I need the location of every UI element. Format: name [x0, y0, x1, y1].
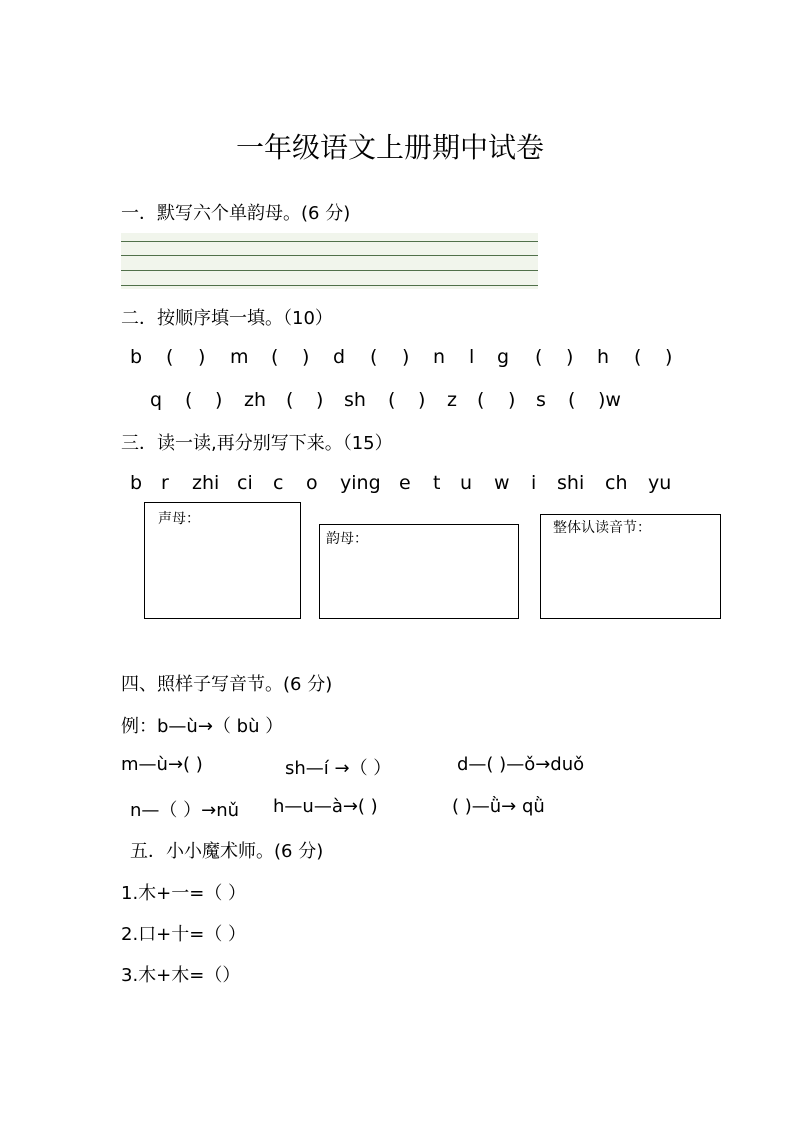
sequence-blank[interactable]: ( [535, 346, 543, 368]
sequence-blank[interactable]: ( [286, 389, 294, 411]
whole-syllables-box[interactable] [540, 514, 721, 619]
sequence-blank[interactable]: ( [271, 346, 279, 368]
sequence-item: b [130, 346, 143, 368]
syllable-exercise[interactable]: n—（ ）→nǔ [130, 800, 240, 821]
sequence-blank[interactable]: ) [566, 346, 574, 368]
sequence-item: g [497, 346, 510, 368]
writing-line [121, 270, 538, 271]
syllable-exercise[interactable]: h—u—à→( ) [273, 796, 378, 817]
sequence-item: d [333, 346, 346, 368]
syllable-exercise[interactable]: sh—í →（ ） [285, 758, 392, 779]
syllable-exercise[interactable]: m—ù→( ) [121, 754, 203, 775]
sequence-item[interactable]: )w [598, 389, 621, 411]
sequence-item: l [469, 346, 475, 368]
sequence-blank[interactable]: ( [634, 346, 642, 368]
letter-item: shi [557, 472, 585, 494]
magic-item[interactable]: 3.木+木=（） [121, 965, 241, 986]
letter-item: ying [340, 472, 381, 494]
letter-item: o [306, 472, 318, 494]
sequence-blank[interactable]: ( [388, 389, 396, 411]
section2-heading: 二．按顺序填一填。（10） [121, 308, 333, 329]
letter-item: yu [648, 472, 672, 494]
sequence-blank[interactable]: ( [370, 346, 378, 368]
magic-item[interactable]: 2.口+十=（ ） [121, 924, 247, 945]
initials-label: 声母： [158, 511, 200, 527]
sequence-blank[interactable]: ) [508, 389, 516, 411]
syllable-exercise[interactable]: d—( )—ǒ→duǒ [457, 754, 585, 775]
sequence-item: n [433, 346, 446, 368]
section5-heading: 五．小小魔术师。(6 分) [130, 841, 324, 862]
magic-item[interactable]: 1.木+一=（ ） [121, 883, 247, 904]
letter-item: b [130, 472, 143, 494]
sequence-blank[interactable]: ) [665, 346, 673, 368]
sequence-blank[interactable]: ) [302, 346, 310, 368]
finals-label: 韵母： [326, 531, 368, 547]
writing-lines[interactable] [121, 233, 538, 289]
sequence-item: h [597, 346, 610, 368]
letter-item: w [494, 472, 510, 494]
example-line: 例：b—ù→（ bù ） [121, 716, 284, 737]
sequence-item: q [150, 389, 163, 411]
sequence-blank[interactable]: ) [316, 389, 324, 411]
sequence-blank[interactable]: ( [568, 389, 576, 411]
section3-heading: 三．读一读,再分别写下来。（15） [121, 433, 393, 454]
letter-item: e [399, 472, 411, 494]
sequence-item: sh [344, 389, 366, 411]
sequence-item: m [230, 346, 249, 368]
whole-syllables-label: 整体认读音节： [553, 520, 651, 536]
sequence-item: s [536, 389, 546, 411]
sequence-blank[interactable]: ) [215, 389, 223, 411]
letter-item: i [531, 472, 537, 494]
syllable-exercise[interactable]: ( )—ǜ→ qǜ [452, 796, 545, 817]
initials-box[interactable] [144, 502, 301, 619]
sequence-item: z [447, 389, 457, 411]
sequence-item: zh [244, 389, 267, 411]
writing-line [121, 285, 538, 286]
sequence-blank[interactable]: ( [185, 389, 193, 411]
letter-item: zhi [192, 472, 220, 494]
sequence-blank[interactable]: ) [198, 346, 206, 368]
letter-item: u [460, 472, 473, 494]
page-title: 一年级语文上册期中试卷 [236, 131, 545, 164]
finals-box[interactable] [319, 524, 519, 619]
writing-line [121, 241, 538, 242]
letter-item: ch [605, 472, 628, 494]
sequence-blank[interactable]: ) [402, 346, 410, 368]
section1-heading: 一．默写六个单韵母。(6 分) [121, 203, 351, 224]
sequence-blank[interactable]: ) [418, 389, 426, 411]
sequence-blank[interactable]: ( [166, 346, 174, 368]
letter-item: r [161, 472, 169, 494]
letter-item: ci [237, 472, 253, 494]
writing-line [121, 255, 538, 256]
section4-heading: 四、照样子写音节。(6 分) [121, 674, 333, 695]
letter-item: c [273, 472, 284, 494]
letter-item: t [433, 472, 441, 494]
sequence-blank[interactable]: ( [477, 389, 485, 411]
